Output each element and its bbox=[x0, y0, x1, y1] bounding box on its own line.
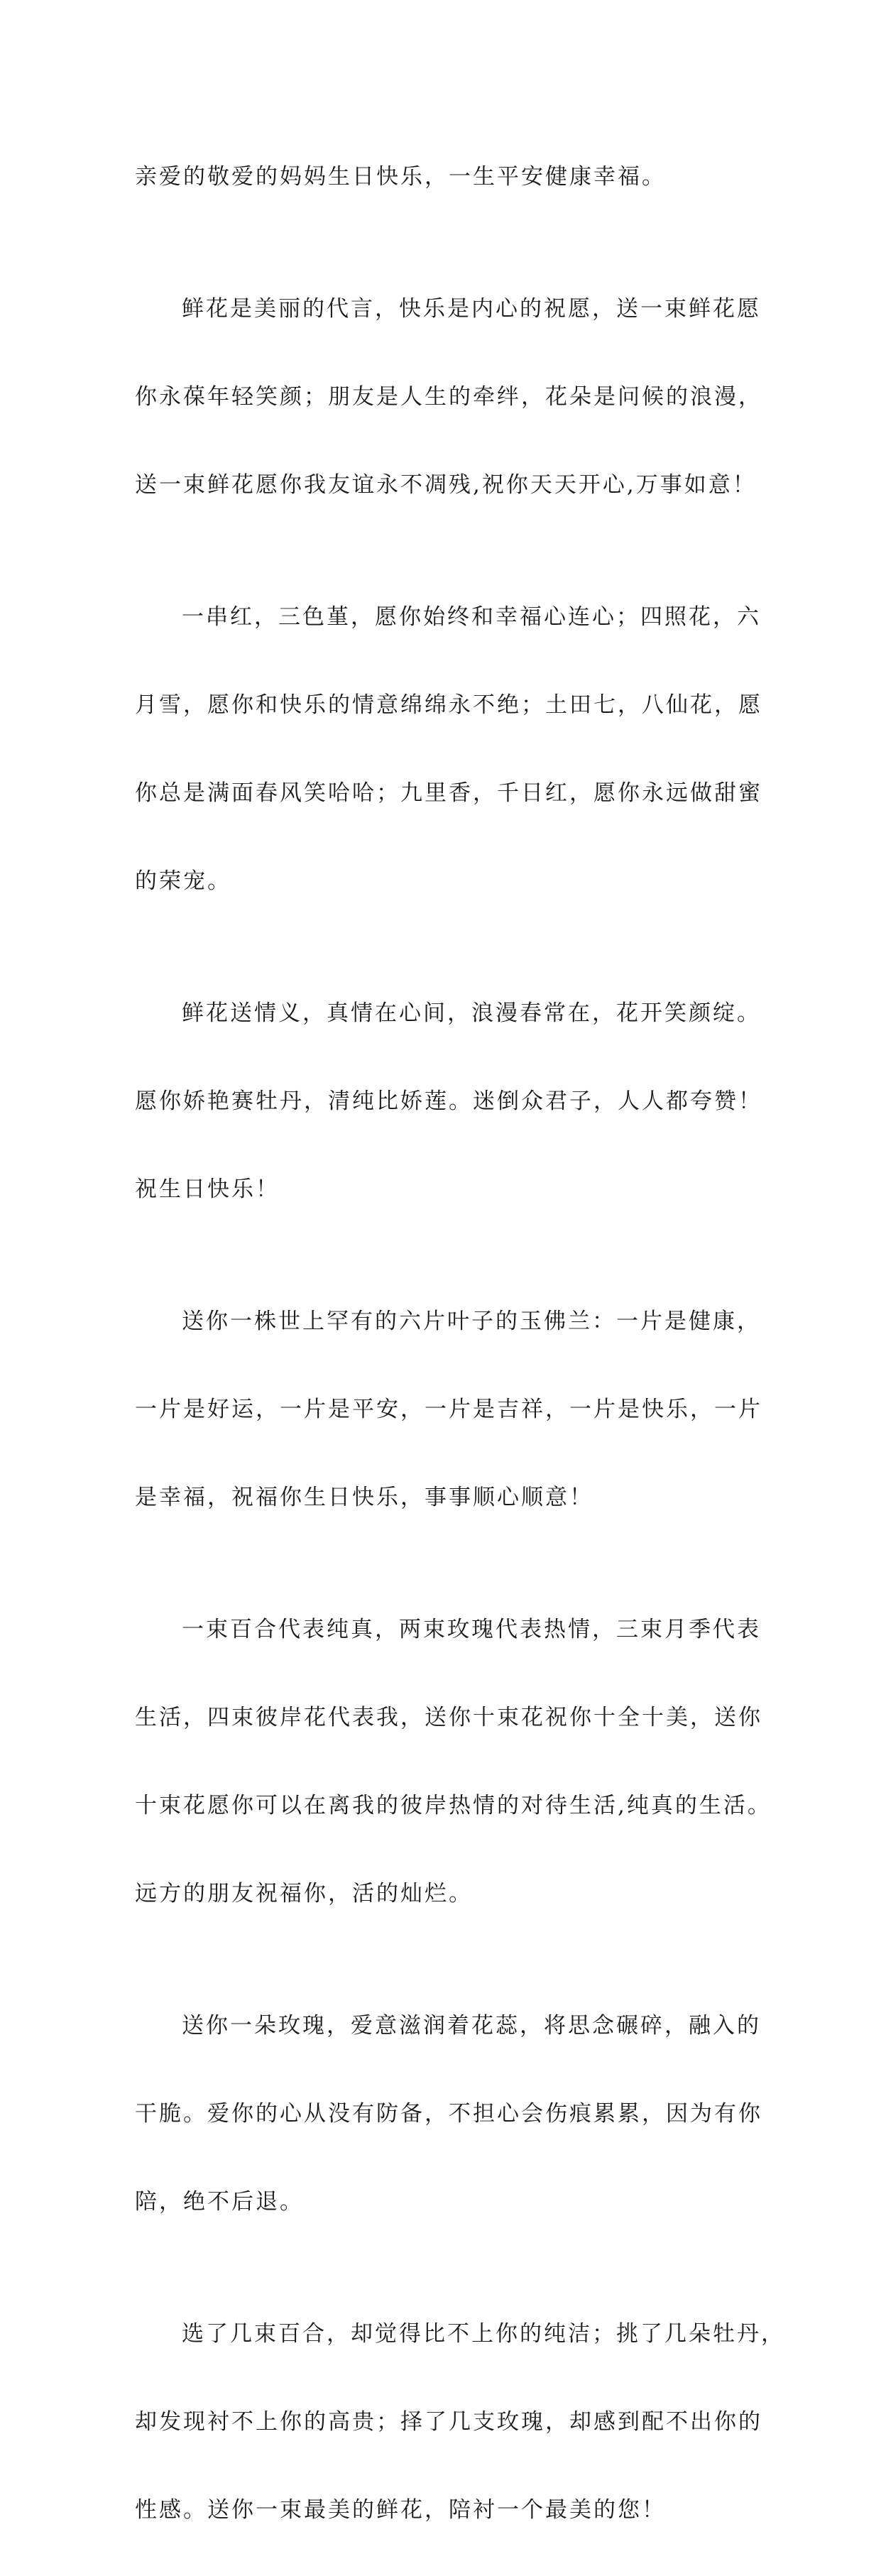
paragraph bbox=[135, 243, 767, 551]
document-body bbox=[135, 111, 785, 2576]
text-line: 生活，四束彼岸花代表我，送你十束花祝你十全十美，送你 bbox=[135, 1705, 762, 1730]
paragraph bbox=[135, 551, 767, 947]
text-line: 干脆。爱你的心从没有防备，不担心会伤痕累累，因为有你 bbox=[135, 2101, 762, 2127]
text-line: 你总是满面春风笑哈哈；九里香，千日红，愿你永远做甜蜜 bbox=[135, 780, 762, 806]
text-line: 一串红，三色堇，愿你始终和幸福心连心；四照花，六 bbox=[182, 604, 761, 630]
text-line: 送你一株世上罕有的六片叶子的玉佛兰：一片是健康， bbox=[182, 1309, 761, 1334]
paragraph bbox=[135, 1563, 772, 1960]
text-line: 性感。送你一束最美的鲜花，陪衬一个最美的您！ bbox=[135, 2497, 666, 2523]
paragraph bbox=[135, 947, 767, 1255]
paragraph bbox=[135, 1255, 767, 1563]
text-line: 愿你娇艳赛牡丹，清纯比娇莲。迷倒众君子，人人都夸赞！ bbox=[135, 1088, 762, 1114]
text-line: 十束花愿你可以在离我的彼岸热情的对待生活,纯真的生活。 bbox=[135, 1793, 772, 1818]
text-line: 一片是好运，一片是平安，一片是吉祥，一片是快乐，一片 bbox=[135, 1397, 762, 1422]
text-line: 鲜花送情义，真情在心间，浪漫春常在，花开笑颜绽。 bbox=[182, 1000, 761, 1026]
text-line: 陪，绝不后退。 bbox=[135, 2189, 304, 2215]
text-line: 选了几束百合，却觉得比不上你的纯洁；挑了几朵牡丹， bbox=[182, 2321, 785, 2347]
text-line: 祝生日快乐！ bbox=[135, 1177, 280, 1202]
text-line: 远方的朋友祝福你，活的灿烂。 bbox=[135, 1881, 473, 1906]
paragraph bbox=[135, 111, 767, 243]
text-line: 却发现衬不上你的高贵；择了几支玫瑰，却感到配不出你的 bbox=[135, 2409, 762, 2435]
paragraph bbox=[135, 2268, 785, 2576]
text-line: 月雪，愿你和快乐的情意绵绵永不绝；土田七，八仙花，愿 bbox=[135, 692, 762, 718]
text-line: 送一束鲜花愿你我友谊永不凋残,祝你天天开心,万事如意！ bbox=[135, 472, 757, 498]
text-line: 你永葆年轻笑颜；朋友是人生的牵绊，花朵是问候的浪漫， bbox=[135, 384, 762, 410]
paragraph bbox=[135, 1960, 767, 2268]
text-line: 亲爱的敬爱的妈妈生日快乐，一生平安健康幸福。 bbox=[135, 164, 666, 190]
text-line: 送你一朵玫瑰，爱意滋润着花蕊，将思念碾碎，融入的 bbox=[182, 2013, 761, 2039]
text-line: 是幸福，祝福你生日快乐，事事顺心顺意！ bbox=[135, 1485, 593, 1510]
text-line: 鲜花是美丽的代言，快乐是内心的祝愿，送一束鲜花愿 bbox=[182, 296, 761, 322]
text-line: 的荣宠。 bbox=[135, 868, 231, 894]
text-line: 一束百合代表纯真，两束玫瑰代表热情，三束月季代表 bbox=[182, 1617, 761, 1642]
